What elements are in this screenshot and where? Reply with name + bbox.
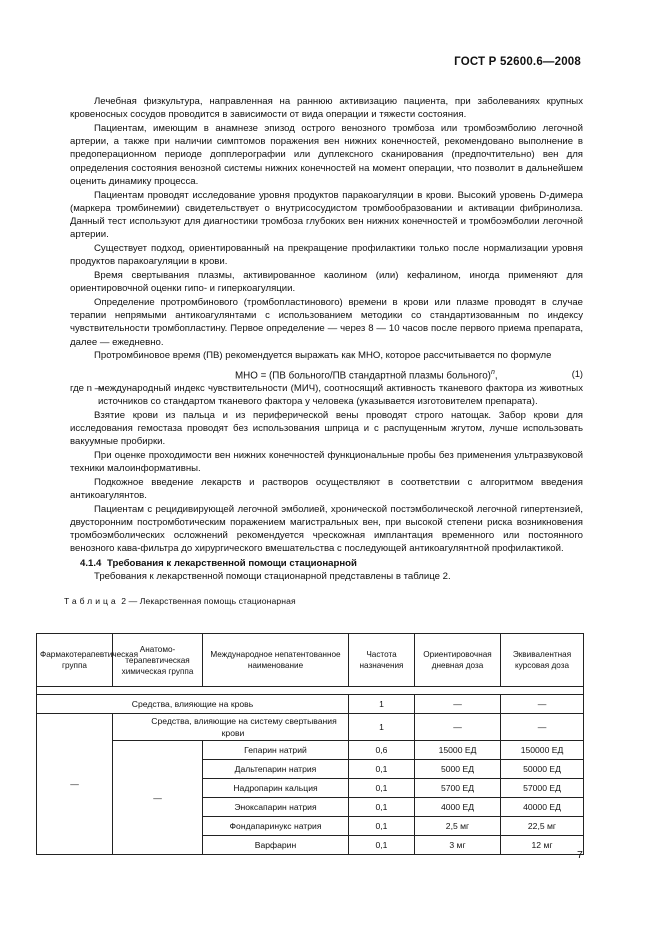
paragraph-subcutaneous: Подкожное введение лекарств и растворов осуществляют в соответствии с алгоритмом введения антикоагулянтов.: [70, 476, 583, 502]
drug-course-dose: 150000 ЕД: [501, 741, 584, 760]
col-header-inn: Международное непатентованное наименование: [203, 634, 349, 687]
paragraph-prophylaxis: Существует подход, ориентированный на прекращение профилактики только после нормализации уровня продуктов паракоагуляции в крови.: [70, 243, 583, 268]
table-caption-word: Таблица: [64, 596, 119, 607]
drug-frequency: 0,6: [349, 741, 415, 760]
col-header-atc-group: Анатомо-терапевтическая химическая группа: [113, 634, 203, 687]
drug-daily-dose: 4000 ЕД: [415, 798, 501, 817]
drug-course-dose: 50000 ЕД: [501, 760, 584, 779]
drug-frequency: 0,1: [349, 760, 415, 779]
drug-frequency: 0,1: [349, 836, 415, 855]
paragraph-blood-sampling: Взятие крови из пальца и из периферической вены проводят строго натощак. Забор крови для исследования гемостаза проводят без использования шприца и с распущенным жгутом, лучше использовать вакуумные пробирки.: [70, 409, 583, 448]
group-coag-course: —: [501, 714, 584, 741]
table-row-group-coagulation: [37, 714, 584, 741]
group-coag-daily: —: [415, 714, 501, 741]
drug-frequency: 0,1: [349, 817, 415, 836]
paragraph-doppler: Пациентам, имеющим в анамнезе эпизод острого венозного тромбоза или тромбоэмболию легочной артерии, а также при наличии симптомов поражения вен нижних конечностей, рекомендовано выполнение в предоперационном периоде допплерографии или дуплексного сканирования (предпочтительно) вен для определения состояния венозной системы нижних конечностей на момент операции, что позволит в дальнейшем оценить динамику процесса.: [70, 123, 583, 187]
paragraph-physiotherapy: Лечебная физкультура, направленная на раннюю активизацию пациента, при заболеваниях крупных кровеносных сосудов проводится в зависимости от вида операции и тяжести состояния.: [70, 96, 583, 121]
drug-table: [36, 633, 584, 855]
group-coag-freq: 1: [349, 714, 415, 741]
group-coag-label: Средства, влияющие на систему свертывания крови: [113, 714, 349, 741]
table-caption: [64, 595, 583, 608]
formula-where: [70, 382, 583, 408]
paragraph-prothrombin: Определение протромбинового (тромбопластинового) времени в крови или плазме проводят в случае терапии непрямыми антикоагулянтами с иcпользованием методики со стандартизованным по индексу чувствительности тромбопластину. Первое определение — через 8 — 10 часов после первого приема препарата, далее — ежедневно.: [70, 297, 583, 348]
table-row-group-blood: [37, 695, 584, 714]
paragraph-cava-filter: Пациентам с рецидивирующей легочной эмболией, хронической постэмболической легочной гипертензией, двусторонним постромботическим поражением магистральных вен, при высокой степени риска возникновения тромбоэмболических осложнений рекомендуется чрескожная имплантация временного или постоянного венозного кава-фильтра до хирургического вмешательства с последующей антикоагулянтной профилактикой.: [70, 503, 583, 555]
where-text: международный индекс чувствительности (МИЧ), соотносящий активность тканевого фактора из животных источников со стандартом тканевого фактора у человека (указывается изготовителем препарата).: [98, 382, 583, 407]
section-intro: Требования к лекарственной помощи стационарной представлены в таблице 2.: [94, 570, 451, 582]
page-number: 7: [577, 849, 583, 861]
drug-frequency: 0,1: [349, 779, 415, 798]
section-number: 4.1.4: [80, 557, 102, 569]
drug-daily-dose: 15000 ЕД: [415, 741, 501, 760]
col-header-pharm-group: Фармакотерапевтическая группа: [37, 634, 113, 687]
group-blood-course: —: [501, 695, 584, 714]
group-blood-freq: 1: [349, 695, 415, 714]
drug-name: Эноксапарин натрия: [203, 798, 349, 817]
where-label: где n —: [70, 382, 105, 394]
group-blood-label: Средства, влияющие на кровь: [37, 695, 349, 714]
atc-group-dash: —: [113, 741, 203, 855]
pharm-group-dash: —: [37, 714, 113, 855]
drug-name: Надропарин кальция: [203, 779, 349, 798]
formula-exponent: n: [490, 368, 495, 376]
drug-course-dose: 22,5 мг: [501, 817, 584, 836]
drug-name: Варфарин: [203, 836, 349, 855]
formula-inr: [70, 366, 583, 380]
drug-course-dose: 12 мг: [501, 836, 584, 855]
col-header-course-dose: Эквивалентная курсовая доза: [501, 634, 584, 687]
formula-expression: МНО = (ПВ больного/ПВ стандартной плазмы больного)$^n$,: [235, 368, 498, 381]
col-header-frequency: Частота назначения: [349, 634, 415, 687]
document-body: [64, 95, 583, 614]
drug-frequency: 0,1: [349, 798, 415, 817]
paragraph-vein-patency: При оценке проходимости вен нижних конечностей функциональные пробы без применения ультразвуковой техники малоинформативны.: [70, 449, 583, 475]
drug-name: Дальтепарин натрия: [203, 760, 349, 779]
paragraph-ddimer: Пациентам проводят исследование уровня продуктов паракоагуляции в крови. Высокий уровень D-димера (маркера тромбинемии) свидетельствует о внутрисосудистом тромбообразовании и активации фибринолиза. Данный тест используют для диагностики тромбоза глубоких вен нижних конечностей и тромбоэмболии легочной артерии.: [70, 189, 583, 241]
paragraph-inr: Протромбиновое время (ПВ) рекомендуется выражать как МНО, которое рассчитывается по формуле: [94, 350, 552, 362]
drug-daily-dose: 5000 ЕД: [415, 760, 501, 779]
drug-name: Фондапаринукс натрия: [203, 817, 349, 836]
drug-daily-dose: 2,5 мг: [415, 817, 501, 836]
table-row: [37, 741, 584, 760]
table-spacer-row: [37, 687, 584, 695]
drug-daily-dose: 3 мг: [415, 836, 501, 855]
paragraph-clotting-time: Время свертывания плазмы, активированное каолином (или) кефалином, иногда применяют для ориентировочной оценки гипо- и гиперкоагуляции.: [70, 270, 583, 295]
section-title: Требования к лекарственной помощи стационарной: [107, 557, 357, 569]
col-header-daily-dose: Ориентировочная дневная доза: [415, 634, 501, 687]
formula-number: (1): [571, 368, 583, 379]
table-caption-text: 2 — Лекарственная помощь стационарная: [121, 596, 296, 607]
document-header: ГОСТ Р 52600.6—2008: [454, 56, 581, 68]
group-blood-daily: —: [415, 695, 501, 714]
drug-daily-dose: 5700 ЕД: [415, 779, 501, 798]
drug-course-dose: 57000 ЕД: [501, 779, 584, 798]
table-header-row: [37, 634, 584, 687]
drug-course-dose: 40000 ЕД: [501, 798, 584, 817]
drug-name: Гепарин натрий: [203, 741, 349, 760]
section-heading: [80, 557, 583, 570]
